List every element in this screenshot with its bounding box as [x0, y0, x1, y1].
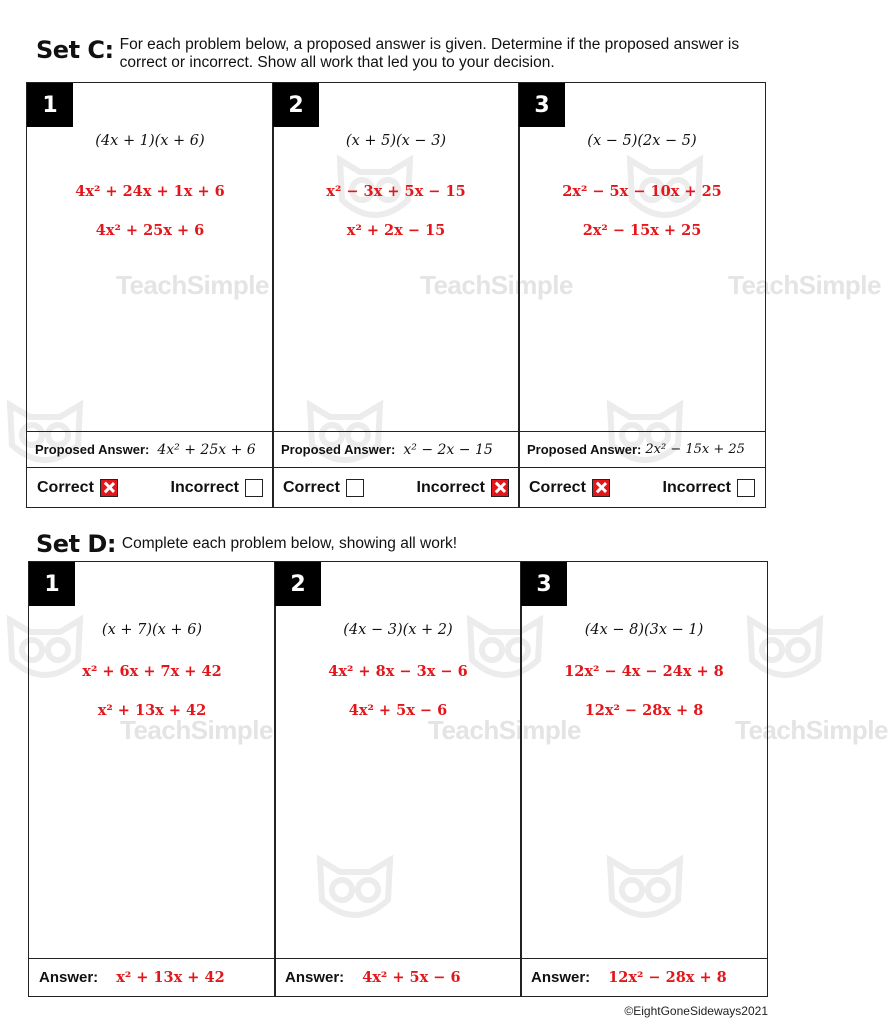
answer-label: Answer: — [39, 969, 99, 986]
problem-expression: (4x − 8)(3x − 1) — [584, 622, 704, 638]
answer-label: Answer: — [531, 969, 591, 986]
correctness-row — [273, 467, 519, 507]
problem-expression: (x + 5)(x − 3) — [345, 133, 447, 149]
work-step-1: 2x² − 5x − 10x + 25 — [562, 183, 722, 200]
problem-number-badge: 1 — [27, 83, 73, 127]
watermark-text: TeachSimple — [120, 715, 273, 745]
correct-checkbox[interactable] — [100, 479, 118, 497]
work-step-2: 12x² − 28x + 8 — [584, 702, 704, 719]
proposed-answer-row — [27, 431, 273, 467]
correct-option[interactable] — [529, 479, 610, 497]
proposed-answer-label: Proposed Answer: — [35, 442, 150, 457]
watermark-text: TeachSimple — [116, 270, 269, 300]
incorrect-option[interactable] — [417, 479, 509, 497]
proposed-answer-label: Proposed Answer: — [527, 442, 642, 457]
problem-expression: (x + 7)(x + 6) — [101, 622, 203, 638]
problem-expression: (4x − 3)(x + 2) — [343, 622, 453, 638]
work-step-1: 4x² + 8x − 3x − 6 — [328, 663, 468, 680]
set-d-problem-3 — [520, 561, 768, 997]
answer-row — [275, 958, 521, 996]
problem-number-badge: 1 — [29, 562, 75, 606]
correct-label: Correct — [37, 478, 94, 496]
work-step-2: x² + 13x + 42 — [97, 702, 207, 719]
set-c-label: Set C: — [36, 36, 114, 64]
work-step-1: 12x² − 4x − 24x + 8 — [564, 663, 724, 680]
correct-checkbox[interactable] — [346, 479, 364, 497]
incorrect-checkbox[interactable] — [491, 479, 509, 497]
watermark-text: TeachSimple — [735, 715, 888, 745]
set-c-instructions: For each problem below, a proposed answer is given. Determine if the proposed answer is correct or incorrect. Show all work that led you to your decision. — [119, 36, 740, 71]
incorrect-label: Incorrect — [416, 478, 485, 496]
incorrect-label: Incorrect — [170, 478, 239, 496]
correct-label: Correct — [529, 478, 586, 496]
correctness-row — [27, 467, 273, 507]
problem-number-badge: 3 — [521, 562, 567, 606]
proposed-answer-row — [519, 431, 765, 467]
correct-option[interactable] — [283, 479, 364, 497]
set-d-problem-2 — [274, 561, 522, 997]
incorrect-label: Incorrect — [662, 478, 731, 496]
correct-label: Correct — [283, 478, 340, 496]
proposed-answer-value: x² − 2x − 15 — [403, 441, 493, 458]
watermark-text: TeachSimple — [728, 270, 881, 300]
problem-number-badge: 3 — [519, 83, 565, 127]
set-d-problem-1 — [28, 561, 276, 997]
work-step-2: 2x² − 15x + 25 — [582, 222, 702, 239]
watermark-text: TeachSimple — [420, 270, 573, 300]
correct-option[interactable] — [37, 479, 118, 497]
answer-value: x² + 13x + 42 — [116, 969, 225, 986]
copyright-footer: ©EightGoneSideways2021 — [624, 1004, 768, 1018]
problem-expression: (4x + 1)(x + 6) — [95, 133, 205, 149]
proposed-answer-label: Proposed Answer: — [281, 442, 396, 457]
set-d-label: Set D: — [36, 530, 116, 558]
set-c-problem-1 — [26, 82, 274, 508]
correctness-row — [519, 467, 765, 507]
incorrect-checkbox[interactable] — [245, 479, 263, 497]
proposed-answer-value: 2x² − 15x + 25 — [645, 442, 745, 457]
problem-number-badge: 2 — [273, 83, 319, 127]
work-step-2: x² + 2x − 15 — [346, 222, 446, 239]
set-c-problem-2 — [272, 82, 520, 508]
answer-value: 4x² + 5x − 6 — [362, 969, 461, 986]
work-step-2: 4x² + 5x − 6 — [348, 702, 448, 719]
problem-number-badge: 2 — [275, 562, 321, 606]
incorrect-option[interactable] — [663, 479, 755, 497]
incorrect-checkbox[interactable] — [737, 479, 755, 497]
set-d-instructions: Complete each problem below, showing all work! — [121, 535, 458, 552]
answer-label: Answer: — [285, 969, 345, 986]
proposed-answer-row — [273, 431, 519, 467]
work-step-1: x² + 6x + 7x + 42 — [82, 663, 222, 680]
work-step-2: 4x² + 25x + 6 — [95, 222, 205, 239]
correct-checkbox[interactable] — [592, 479, 610, 497]
proposed-answer-value: 4x² + 25x + 6 — [157, 441, 256, 458]
work-step-1: x² − 3x + 5x − 15 — [326, 183, 466, 200]
watermark-text: TeachSimple — [428, 715, 581, 745]
answer-row — [29, 958, 275, 996]
set-c-heading — [36, 36, 740, 72]
set-d-heading — [36, 530, 457, 558]
problem-expression: (x − 5)(2x − 5) — [587, 133, 697, 149]
incorrect-option[interactable] — [171, 479, 263, 497]
answer-row — [521, 958, 767, 996]
work-step-1: 4x² + 24x + 1x + 6 — [75, 183, 225, 200]
answer-value: 12x² − 28x + 8 — [608, 969, 727, 986]
set-c-problem-3 — [518, 82, 766, 508]
